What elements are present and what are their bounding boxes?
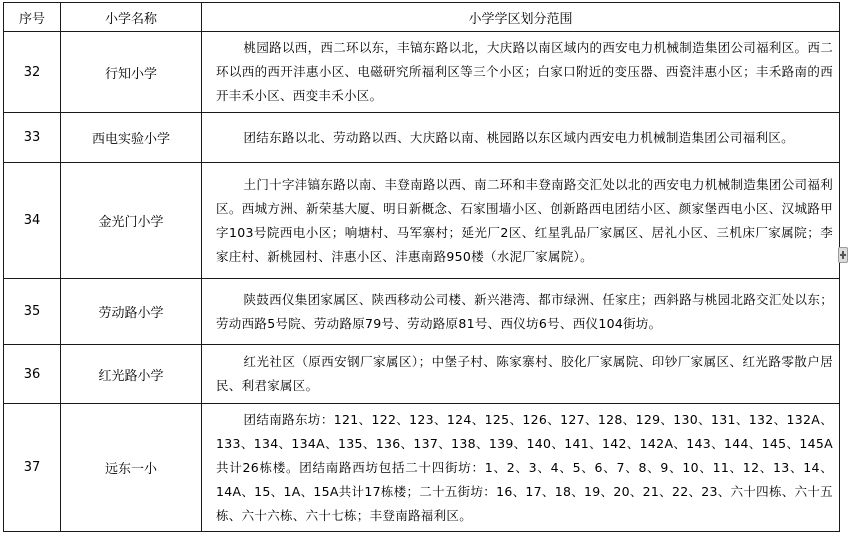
expand-handle-icon[interactable] <box>838 247 848 263</box>
row-num: 34 <box>4 163 61 279</box>
district-range-cell <box>202 404 840 532</box>
school-name: 劳动路小学 <box>61 279 202 345</box>
table-row <box>4 279 840 345</box>
district-range-cell <box>202 163 840 279</box>
district-range-cell <box>202 32 840 113</box>
district-range-text: 土门十字沣镐东路以南、丰登南路以西、南二环和丰登南路交汇处以北的西安电力机械制造集团公司福利区。西城方洲、新荣基大厦、明日新概念、石家围墙小区、创新路西电团结小区、颜家堡西电小区、汉城路甲字103号院西电小区；响塘村、马军寨村；延光厂2区、红星乳品厂家属区、居礼小区、三机床厂家属院；李家庄村、新桃园村、沣惠小区、沣惠南路950楼（水泥厂家属院）。 <box>216 176 833 264</box>
table-row <box>4 404 840 532</box>
row-num: 32 <box>4 32 61 113</box>
school-name: 行知小学 <box>61 32 202 113</box>
school-name: 金光门小学 <box>61 163 202 279</box>
row-num: 37 <box>4 404 61 532</box>
district-range-text: 团结南路东坊：121、122、123、124、125、126、127、128、129、130、131、132、132A、133、134、134A、135、136、137、138、139、140、141、142、142A、143、144、145、145A共计26栋楼。团结南路西坊包括二十四街坊：1、2、3、4、5、6、7、8、9、10、11、12、13、14、14A、15、1A、15A共计17栋楼；二十五街坊：16、17、18、19、20、21、22、23、六十四栋、六十五栋、六十六栋、六十七栋；丰登南路福利区。 <box>216 411 833 523</box>
district-range-text: 红光社区（原西安钢厂家属区）；中堡子村、陈家寨村、胶化厂家属院、印钞厂家属区、红光路零散户居民、利君家属区。 <box>216 354 833 393</box>
district-range-text: 团结东路以北、劳动路以西、大庆路以南、桃园路以东区域内西安电力机械制造集团公司福利区。 <box>243 129 794 145</box>
header-num: 序号 <box>4 3 61 32</box>
district-range-cell <box>202 279 840 345</box>
document-sheet <box>1 0 841 534</box>
school-name: 红光路小学 <box>61 345 202 404</box>
district-range-cell <box>202 113 840 163</box>
school-district-table <box>3 2 840 532</box>
header-district-range: 小学学区划分范围 <box>202 3 840 32</box>
school-name: 远东一小 <box>61 404 202 532</box>
header-school-name: 小学名称 <box>61 3 202 32</box>
district-range-text: 陕鼓西仪集团家属区、陕西移动公司楼、新兴港湾、都市绿洲、任家庄；西斜路与桃园北路交汇处以东；劳动西路5号院、劳动路原79号、劳动路原81号、西仪坊6号、西仪104街坊。 <box>216 291 833 331</box>
table-row <box>4 345 840 404</box>
school-name: 西电实验小学 <box>61 113 202 163</box>
table-row <box>4 163 840 279</box>
table-row <box>4 113 840 163</box>
row-num: 36 <box>4 345 61 404</box>
row-num: 35 <box>4 279 61 345</box>
row-num: 33 <box>4 113 61 163</box>
table-header-row <box>4 3 840 32</box>
district-range-cell <box>202 345 840 404</box>
table-row <box>4 32 840 113</box>
district-range-text: 桃园路以西，西二环以东，丰镐东路以北，大庆路以南区域内的西安电力机械制造集团公司福利区。西二环以西的西开沣惠小区、电磁研究所福利区等三个小区；白家口附近的变压器、西瓷沣惠小区；丰禾路南的西开丰禾小区、西变丰禾小区。 <box>216 40 833 103</box>
